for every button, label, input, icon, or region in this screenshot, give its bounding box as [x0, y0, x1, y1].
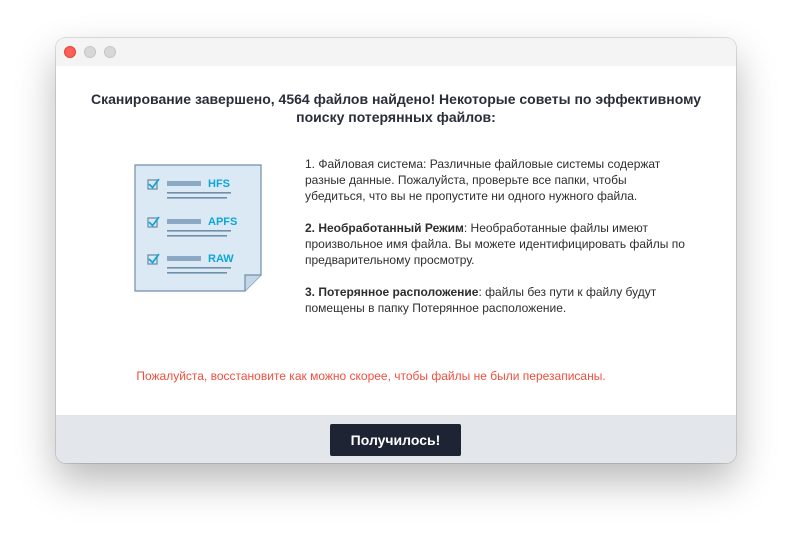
- tip-title: 3. Потерянное расположение: [305, 285, 479, 299]
- maximize-icon[interactable]: [104, 46, 116, 58]
- title-line-1: Сканирование завершено, 4564 файлов найдено! Некоторые советы по эффективному: [90, 91, 702, 107]
- dialog-window: [56, 38, 736, 463]
- tip-title: 2. Необработанный Режим: [305, 221, 464, 235]
- tip-lost-location: [305, 284, 685, 316]
- illustration-label-apfs: APFS: [208, 216, 238, 228]
- dialog-footer: [56, 415, 736, 463]
- illustration-label-hfs: HFS: [208, 178, 230, 190]
- got-it-button[interactable]: Получилось!: [330, 424, 461, 456]
- tip-text: : Необработанные файлы имеют произвольное имя файла. Вы можете идентифицировать файлы по предварительному просмотру.: [305, 221, 685, 267]
- title-line-2: поиску потерянных файлов:: [296, 109, 496, 125]
- title-bar: [56, 38, 736, 66]
- close-icon[interactable]: [64, 46, 76, 58]
- tip-raw-mode: [305, 220, 685, 268]
- tip-text: : файлы без пути к файлу будут помещены в папку Потерянное расположение.: [305, 285, 657, 315]
- page-title: [56, 90, 736, 126]
- file-systems-illustration: [134, 164, 264, 292]
- warning-message: Пожалуйста, восстановите как можно скорее, чтобы файлы не были перезаписаны.: [136, 369, 606, 383]
- illustration-label-raw: RAW: [208, 253, 234, 265]
- minimize-icon[interactable]: [84, 46, 96, 58]
- tips-list: [305, 156, 685, 332]
- tip-text: 1. Файловая система: Различные файловые системы содержат разные данные. Пожалуйста, проверьте все папки, чтобы убедиться, что вы не пропустите ни одного нужного файла.: [305, 157, 661, 203]
- tip-file-system: [305, 156, 685, 204]
